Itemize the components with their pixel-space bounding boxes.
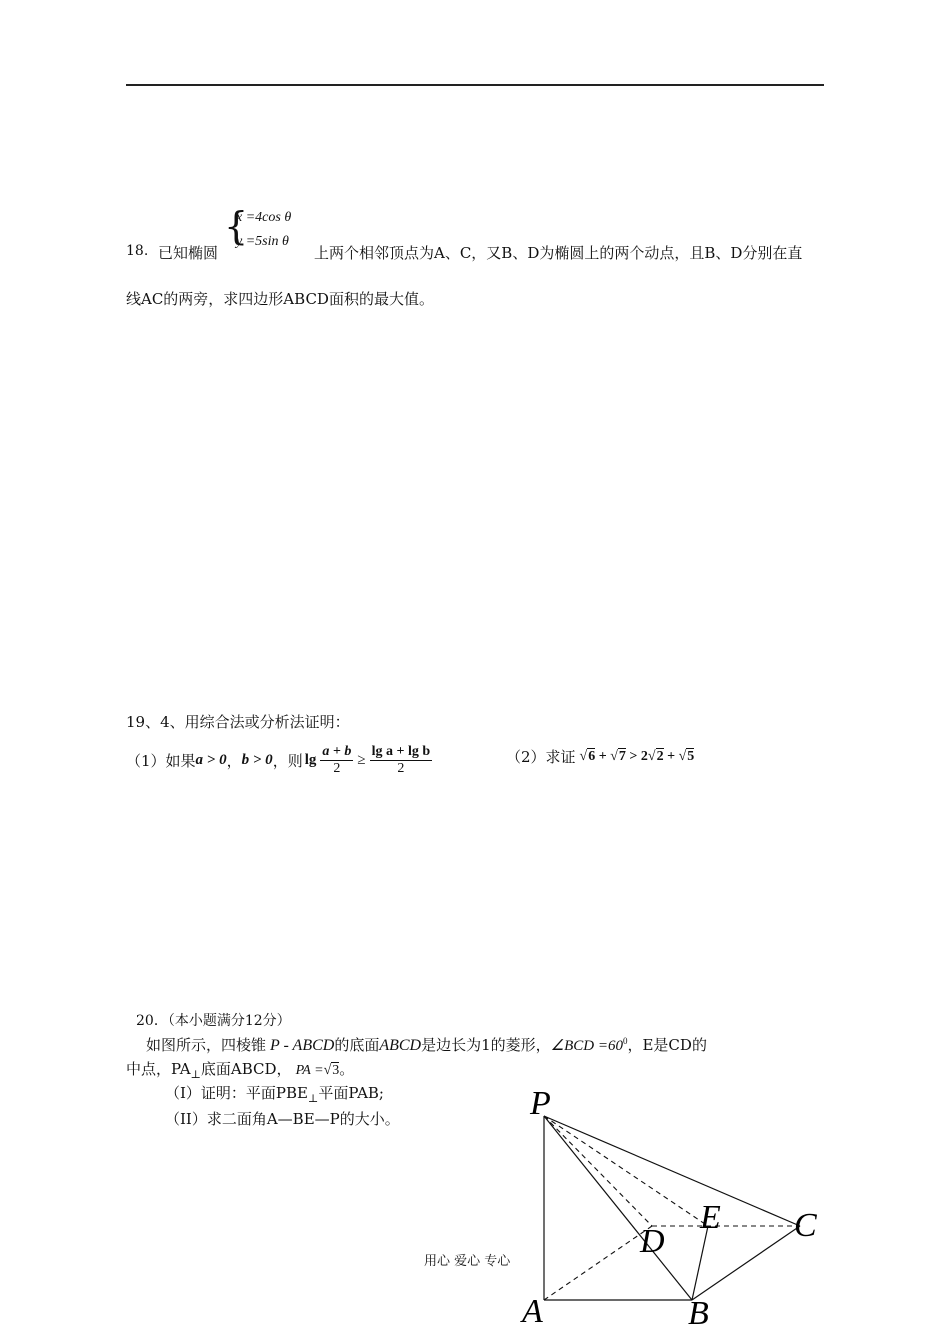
q19-p2-sqrt6: 6 bbox=[588, 748, 596, 764]
q19-frac2-num: lg a + lg b bbox=[371, 743, 431, 759]
q20-header: 20．（本小题满分12分） bbox=[136, 1013, 291, 1029]
q19-frac1-den: 2 bbox=[333, 760, 341, 776]
q19-p2-sqrt2: 2 bbox=[656, 748, 664, 764]
q18-number: 18. bbox=[126, 243, 149, 259]
q20-l2-text-b: 底面ABCD， bbox=[200, 1060, 292, 1078]
q18-prefix: 已知椭圆 bbox=[158, 244, 219, 262]
q20-part2: （II）求二面角A—BE—P的大小。 bbox=[165, 1110, 400, 1128]
q20-l1-angle: ∠BCD =60 bbox=[550, 1038, 623, 1054]
edge-pb bbox=[544, 1116, 692, 1300]
q19-frac1-num: a + b bbox=[322, 743, 352, 759]
q18-text-line1: 上两个相邻顶点为A、C，又B、D为椭圆上的两个动点，且B、D分别在直 bbox=[314, 244, 803, 262]
q20-l2-sqrt3: 3 bbox=[332, 1063, 340, 1078]
vertex-label-c: C bbox=[794, 1207, 817, 1244]
q19-p2-label: （2）求证 bbox=[506, 748, 576, 766]
q19-comma: ， bbox=[226, 751, 242, 770]
vertex-label-d: D bbox=[640, 1223, 665, 1260]
q18-param-y: y =5sin θ bbox=[236, 234, 289, 249]
q18-param-x: x =4cos θ bbox=[236, 210, 292, 225]
page-footer: 用心 爱心 专心 bbox=[424, 1254, 511, 1269]
vertex-label-a: A bbox=[522, 1293, 543, 1330]
q18-text-line2: 线AC的两旁，求四边形ABCD面积的最大值。 bbox=[126, 290, 434, 308]
q19-p2-sqrt5: 5 bbox=[687, 748, 695, 764]
q20-l2-text-a: 中点，PA bbox=[126, 1060, 191, 1078]
q19-p2-sqrt7: 7 bbox=[618, 748, 626, 764]
q19-lg: lg bbox=[304, 751, 317, 768]
vertex-label-e: E bbox=[700, 1199, 721, 1236]
q19-p1-label: （1）如果 bbox=[126, 751, 196, 770]
q19-frac2-den: 2 bbox=[397, 760, 405, 776]
q20-l1-degree: 0 bbox=[622, 1036, 628, 1046]
q19-p2-plus2: + bbox=[663, 748, 679, 764]
q20-l2-end: 。 bbox=[339, 1060, 355, 1078]
q20-part1-text-a: （I）证明：平面PBE bbox=[165, 1084, 308, 1102]
edge-be bbox=[692, 1226, 708, 1300]
q20-part1-text-b: 平面PAB; bbox=[318, 1084, 384, 1102]
q19-p2-plus1: + bbox=[595, 748, 611, 764]
q20-line2: 中点，$PA_\perp$底面ABCD， PA =√3。 bbox=[126, 1060, 355, 1081]
q20-l1-text-a: 如图所示，四棱锥 bbox=[146, 1036, 267, 1054]
brace: { bbox=[224, 204, 249, 248]
q19-then: ，则 bbox=[272, 751, 303, 770]
edge-pc bbox=[544, 1116, 800, 1226]
edge-bc bbox=[692, 1226, 800, 1300]
q20-part1-perp: ⊥ bbox=[308, 1092, 319, 1105]
q19-p2-expression: √6 + √7 > 2√2 + √5 bbox=[579, 748, 695, 764]
q20-l1-text-d: ，E是CD的 bbox=[627, 1036, 707, 1054]
q20-l1-pabcd: P - ABCD bbox=[270, 1037, 335, 1054]
q20-l1-text-b: 的底面 bbox=[334, 1036, 380, 1054]
edge-ad-hidden bbox=[544, 1226, 652, 1300]
q20-l1-abcd: ABCD bbox=[379, 1037, 422, 1054]
q20-l2-pa: PA = bbox=[295, 1063, 324, 1078]
q19-geq: ≥ bbox=[357, 751, 366, 768]
q20-l2-perp: ⊥ bbox=[190, 1068, 201, 1081]
edge-pd-hidden bbox=[544, 1116, 652, 1226]
q19-cond-a: a > 0 bbox=[195, 751, 227, 768]
q19-header: 19、4、用综合法或分析法证明： bbox=[126, 713, 350, 731]
edge-pe-hidden bbox=[544, 1116, 708, 1226]
q19-cond-b: b > 0 bbox=[241, 751, 273, 768]
q20-l1-text-c: 是边长为1的菱形， bbox=[421, 1036, 551, 1054]
vertex-label-p: P bbox=[530, 1085, 551, 1122]
vertex-label-b: B bbox=[688, 1295, 709, 1332]
q19-p2-gt: > 2 bbox=[625, 748, 648, 764]
